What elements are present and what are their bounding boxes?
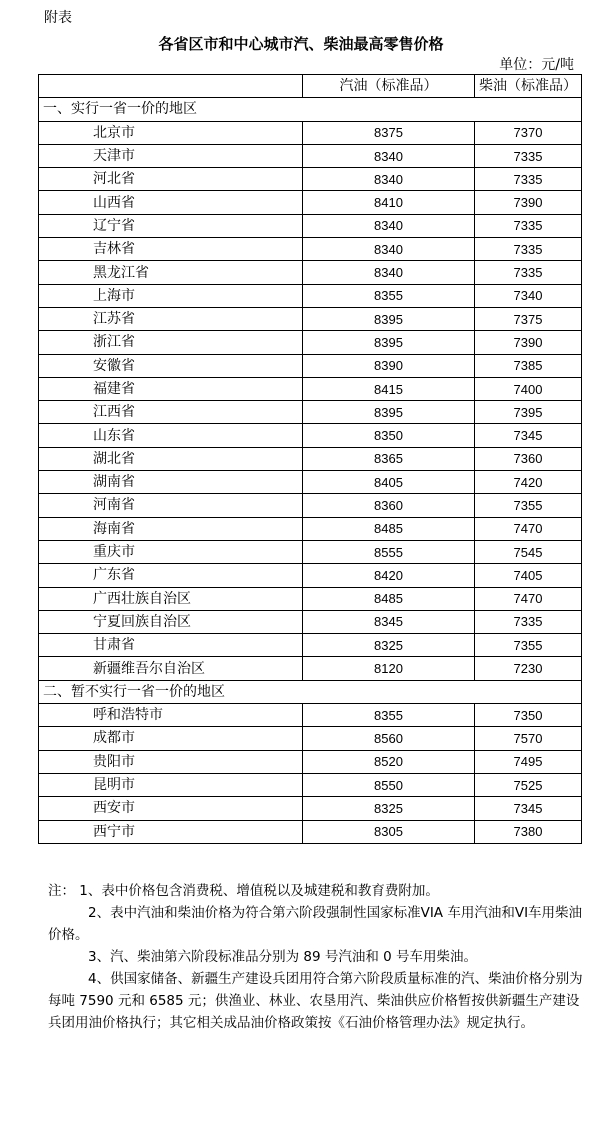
table-row <box>39 284 582 307</box>
diesel-price: 7470 <box>475 587 582 610</box>
header-blank <box>39 75 303 98</box>
table-row <box>39 773 582 796</box>
table-row <box>39 168 582 191</box>
diesel-price: 7380 <box>475 820 582 843</box>
region-name: 北京市 <box>39 121 303 144</box>
diesel-price: 7375 <box>475 307 582 330</box>
region-name: 宁夏回族自治区 <box>39 610 303 633</box>
header-diesel: 柴油（标准品） <box>475 75 582 98</box>
region-name: 江苏省 <box>39 307 303 330</box>
gasoline-price: 8375 <box>303 121 475 144</box>
diesel-price: 7570 <box>475 727 582 750</box>
region-name: 福建省 <box>39 377 303 400</box>
attachment-label: 附表 <box>44 10 72 26</box>
table-row <box>39 121 582 144</box>
region-name: 湖北省 <box>39 447 303 470</box>
table-row <box>39 727 582 750</box>
diesel-price: 7335 <box>475 261 582 284</box>
gasoline-price: 8340 <box>303 261 475 284</box>
region-name: 浙江省 <box>39 331 303 354</box>
diesel-price: 7360 <box>475 447 582 470</box>
region-name: 辽宁省 <box>39 214 303 237</box>
gasoline-price: 8345 <box>303 610 475 633</box>
region-name: 吉林省 <box>39 238 303 261</box>
diesel-price: 7345 <box>475 424 582 447</box>
note-4: 4、供国家储备、新疆生产建设兵团用符合第六阶段质量标准的汽、柴油价格分别为每吨 7590 元和 6585 元；供渔业、林业、农垦用汽、柴油供应价格暂按供新疆生产建设兵团用油价格执行；其它相关成品油价格政策按《石油价格管理办法》规定执行。 <box>48 971 583 1031</box>
gasoline-price: 8520 <box>303 750 475 773</box>
diesel-price: 7545 <box>475 540 582 563</box>
header-row <box>39 75 582 98</box>
region-name: 呼和浩特市 <box>39 704 303 727</box>
gasoline-price: 8415 <box>303 377 475 400</box>
section-row <box>39 680 582 703</box>
diesel-price: 7335 <box>475 214 582 237</box>
gasoline-price: 8420 <box>303 564 475 587</box>
diesel-price: 7470 <box>475 517 582 540</box>
table-row <box>39 144 582 167</box>
diesel-price: 7395 <box>475 401 582 424</box>
table-row <box>39 261 582 284</box>
region-name: 山西省 <box>39 191 303 214</box>
gasoline-price: 8340 <box>303 214 475 237</box>
note-1: 注： 1、表中价格包含消费税、增值税以及城建税和教育费附加。 <box>48 883 439 899</box>
note-2: 2、表中汽油和柴油价格为符合第六阶段强制性国家标准VIA 车用汽油和VI车用柴油价格。 <box>48 905 583 943</box>
region-name: 广西壮族自治区 <box>39 587 303 610</box>
gasoline-price: 8340 <box>303 168 475 191</box>
diesel-price: 7525 <box>475 773 582 796</box>
region-name: 新疆维吾尔自治区 <box>39 657 303 680</box>
region-name: 成都市 <box>39 727 303 750</box>
gasoline-price: 8365 <box>303 447 475 470</box>
diesel-price: 7420 <box>475 471 582 494</box>
diesel-price: 7340 <box>475 284 582 307</box>
section-title: 二、暂不实行一省一价的地区 <box>39 680 582 703</box>
gasoline-price: 8555 <box>303 540 475 563</box>
table-row <box>39 471 582 494</box>
gasoline-price: 8395 <box>303 331 475 354</box>
region-name: 贵阳市 <box>39 750 303 773</box>
gasoline-price: 8550 <box>303 773 475 796</box>
gasoline-price: 8395 <box>303 401 475 424</box>
table-row <box>39 401 582 424</box>
gasoline-price: 8350 <box>303 424 475 447</box>
diesel-price: 7335 <box>475 144 582 167</box>
region-name: 广东省 <box>39 564 303 587</box>
table-row <box>39 564 582 587</box>
table-row <box>39 424 582 447</box>
unit-label: 单位：元/吨 <box>499 57 574 73</box>
price-table <box>38 74 582 844</box>
gasoline-price: 8305 <box>303 820 475 843</box>
diesel-price: 7230 <box>475 657 582 680</box>
table-row <box>39 704 582 727</box>
region-name: 山东省 <box>39 424 303 447</box>
region-name: 湖南省 <box>39 471 303 494</box>
region-name: 上海市 <box>39 284 303 307</box>
note-3: 3、汽、柴油第六阶段标准品分别为 89 号汽油和 0 号车用柴油。 <box>88 949 478 965</box>
diesel-price: 7335 <box>475 238 582 261</box>
region-name: 安徽省 <box>39 354 303 377</box>
table-row <box>39 331 582 354</box>
table-row <box>39 820 582 843</box>
table-row <box>39 307 582 330</box>
diesel-price: 7335 <box>475 168 582 191</box>
diesel-price: 7370 <box>475 121 582 144</box>
table-row <box>39 610 582 633</box>
table-row <box>39 540 582 563</box>
table-row <box>39 587 582 610</box>
diesel-price: 7400 <box>475 377 582 400</box>
gasoline-price: 8340 <box>303 144 475 167</box>
table-row <box>39 797 582 820</box>
diesel-price: 7355 <box>475 634 582 657</box>
region-name: 西安市 <box>39 797 303 820</box>
table-title: 各省区市和中心城市汽、柴油最高零售价格 <box>158 35 444 53</box>
header-gasoline: 汽油（标准品） <box>303 75 475 98</box>
region-name: 甘肃省 <box>39 634 303 657</box>
gasoline-price: 8390 <box>303 354 475 377</box>
section-title: 一、实行一省一价的地区 <box>39 98 582 121</box>
region-name: 重庆市 <box>39 540 303 563</box>
table-row <box>39 377 582 400</box>
region-name: 西宁市 <box>39 820 303 843</box>
diesel-price: 7405 <box>475 564 582 587</box>
gasoline-price: 8410 <box>303 191 475 214</box>
table-row <box>39 447 582 470</box>
gasoline-price: 8325 <box>303 634 475 657</box>
table-row <box>39 191 582 214</box>
region-name: 河南省 <box>39 494 303 517</box>
table-row <box>39 517 582 540</box>
diesel-price: 7355 <box>475 494 582 517</box>
region-name: 河北省 <box>39 168 303 191</box>
table-row <box>39 214 582 237</box>
gasoline-price: 8340 <box>303 238 475 261</box>
diesel-price: 7385 <box>475 354 582 377</box>
diesel-price: 7345 <box>475 797 582 820</box>
gasoline-price: 8485 <box>303 517 475 540</box>
diesel-price: 7495 <box>475 750 582 773</box>
section-row <box>39 98 582 121</box>
table-row <box>39 354 582 377</box>
diesel-price: 7350 <box>475 704 582 727</box>
table-row <box>39 750 582 773</box>
notes <box>48 880 588 1034</box>
gasoline-price: 8120 <box>303 657 475 680</box>
gasoline-price: 8325 <box>303 797 475 820</box>
region-name: 黑龙江省 <box>39 261 303 284</box>
diesel-price: 7335 <box>475 610 582 633</box>
region-name: 海南省 <box>39 517 303 540</box>
gasoline-price: 8355 <box>303 704 475 727</box>
gasoline-price: 8560 <box>303 727 475 750</box>
region-name: 江西省 <box>39 401 303 424</box>
table-row <box>39 238 582 261</box>
gasoline-price: 8360 <box>303 494 475 517</box>
gasoline-price: 8485 <box>303 587 475 610</box>
table-row <box>39 634 582 657</box>
gasoline-price: 8405 <box>303 471 475 494</box>
table-row <box>39 657 582 680</box>
diesel-price: 7390 <box>475 331 582 354</box>
diesel-price: 7390 <box>475 191 582 214</box>
region-name: 昆明市 <box>39 773 303 796</box>
gasoline-price: 8395 <box>303 307 475 330</box>
table-row <box>39 494 582 517</box>
gasoline-price: 8355 <box>303 284 475 307</box>
region-name: 天津市 <box>39 144 303 167</box>
